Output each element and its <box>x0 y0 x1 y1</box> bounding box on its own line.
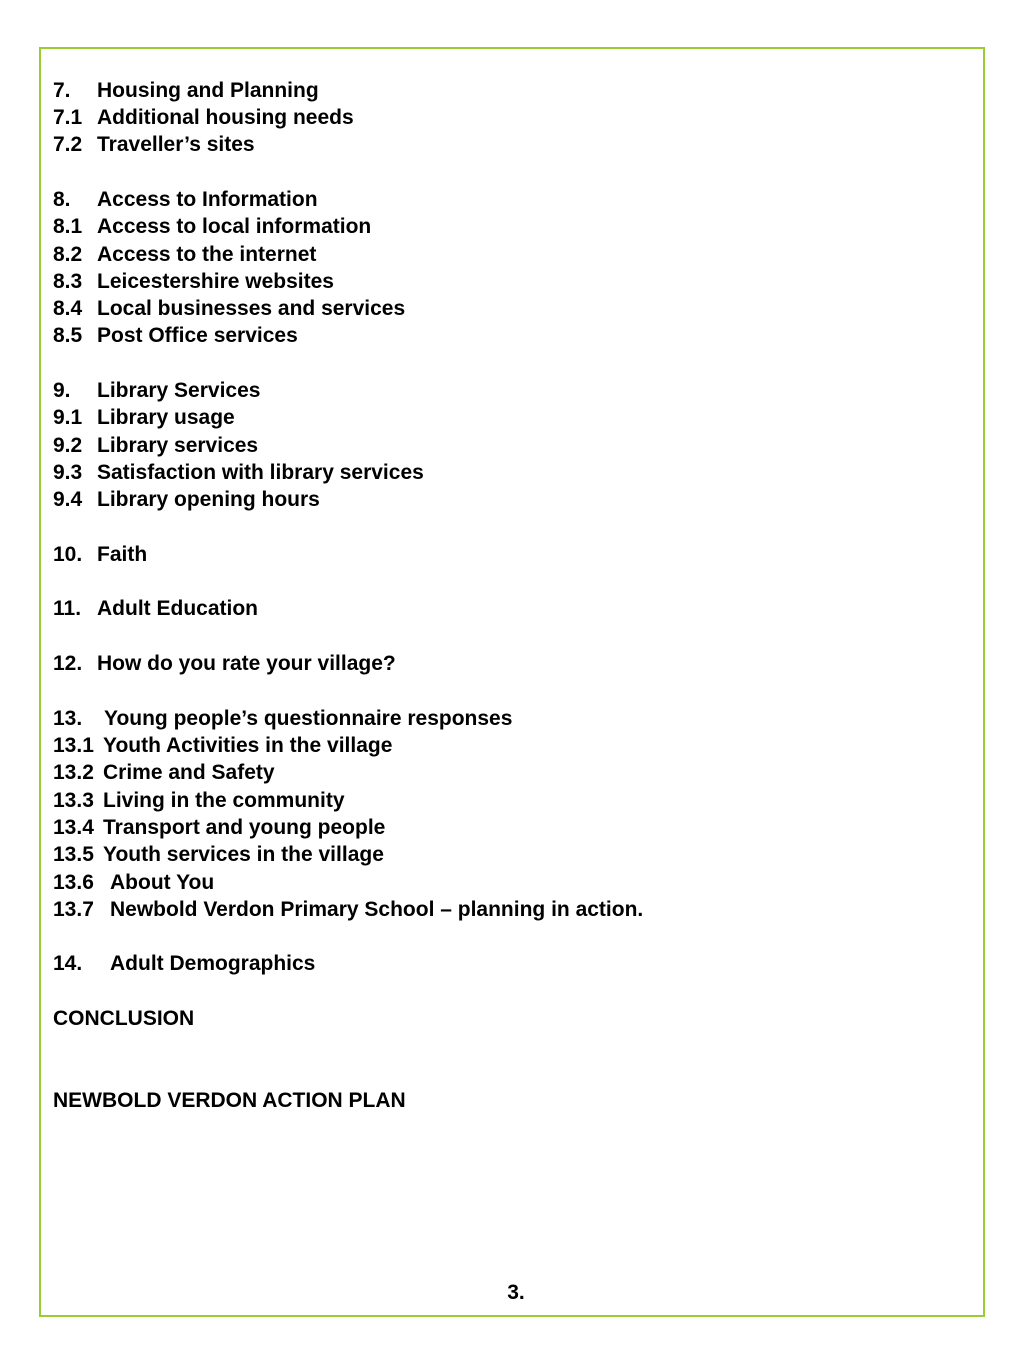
toc-title: Youth services in the village <box>103 843 384 866</box>
toc-title: Access to local information <box>97 215 372 238</box>
toc-number: 13.1 <box>53 734 94 757</box>
toc-title: Traveller’s sites <box>97 133 255 156</box>
toc-number: 8.2 <box>53 243 83 266</box>
toc-entry-8-1 <box>53 215 371 239</box>
toc-number: 9. <box>53 379 71 402</box>
toc-number: 9.4 <box>53 488 83 511</box>
toc-number: 8.1 <box>53 215 83 238</box>
toc-title: Youth Activities in the village <box>103 734 393 757</box>
toc-title: Post Office services <box>97 324 298 347</box>
toc-entry-13-3 <box>53 789 345 813</box>
toc-number: 8.5 <box>53 324 83 347</box>
toc-number: 13.5 <box>53 843 94 866</box>
toc-title: Access to Information <box>97 188 318 211</box>
toc-entry-8 <box>53 188 318 212</box>
toc-title: Library opening hours <box>97 488 320 511</box>
toc-entry-10 <box>53 543 147 567</box>
toc-entry-8-4 <box>53 297 405 321</box>
toc-entry-9-1 <box>53 406 235 430</box>
toc-title: Crime and Safety <box>103 761 275 784</box>
toc-entry-13-4 <box>53 816 385 840</box>
toc-entry-7-2 <box>53 133 255 157</box>
toc-entry-13-1 <box>53 734 392 758</box>
toc-entry-8-5 <box>53 324 298 348</box>
toc-entry-13-2 <box>53 761 275 785</box>
toc-number: 13.3 <box>53 789 94 812</box>
toc-entry-13-7 <box>53 898 643 922</box>
toc-entry-8-3 <box>53 270 334 294</box>
toc-entry-9-3 <box>53 461 424 485</box>
toc-title: Leicestershire websites <box>97 270 334 293</box>
toc-number: 7.1 <box>53 106 83 129</box>
conclusion-heading: CONCLUSION <box>53 1007 195 1030</box>
toc-title: About You <box>110 871 215 894</box>
toc-number: 8.4 <box>53 297 83 320</box>
toc-number: 7.2 <box>53 133 83 156</box>
toc-title: Library usage <box>97 406 235 429</box>
toc-title: Adult Education <box>97 597 258 620</box>
toc-number: 11. <box>53 597 82 620</box>
toc-title: Faith <box>97 543 148 566</box>
toc-number: 13.4 <box>53 816 94 839</box>
action-plan-heading: NEWBOLD VERDON ACTION PLAN <box>53 1089 406 1112</box>
toc-number: 13.2 <box>53 761 94 784</box>
toc-title: Living in the community <box>103 789 345 812</box>
toc-entry-12 <box>53 652 396 676</box>
toc-number: 8.3 <box>53 270 83 293</box>
toc-title: Housing and Planning <box>97 79 319 102</box>
toc-entry-7-1 <box>53 106 354 130</box>
toc-title: Young people’s questionnaire responses <box>104 707 513 730</box>
toc-number: 7. <box>53 79 71 102</box>
toc-number: 13.6 <box>53 871 94 894</box>
toc-title: How do you rate your village? <box>97 652 396 675</box>
toc-number: 13.7 <box>53 898 94 921</box>
toc-entry-13-6 <box>53 871 214 895</box>
toc-title: Local businesses and services <box>97 297 406 320</box>
toc-title: Satisfaction with library services <box>97 461 424 484</box>
toc-entry-8-2 <box>53 243 316 267</box>
toc-entry-9 <box>53 379 260 403</box>
toc-number: 9.2 <box>53 434 83 457</box>
toc-entry-7 <box>53 79 319 103</box>
toc-entry-9-4 <box>53 488 320 512</box>
toc-number: 9.3 <box>53 461 83 484</box>
toc-entry-13-5 <box>53 843 384 867</box>
page-number: 3. <box>507 1281 525 1304</box>
toc-title: Library services <box>97 434 259 457</box>
toc-title: Additional housing needs <box>97 106 354 129</box>
toc-title: Access to the internet <box>97 243 317 266</box>
toc-number: 10. <box>53 543 83 566</box>
toc-title: Newbold Verdon Primary School – planning in action. <box>110 898 644 921</box>
toc-entry-14 <box>53 952 315 976</box>
toc-title: Adult Demographics <box>110 952 316 975</box>
toc-number: 9.1 <box>53 406 83 429</box>
toc-number: 8. <box>53 188 71 211</box>
toc-number: 13. <box>53 707 83 730</box>
toc-number: 12. <box>53 652 83 675</box>
toc-title: Library Services <box>97 379 261 402</box>
toc-entry-13 <box>53 707 512 731</box>
toc-entry-11 <box>53 597 258 621</box>
toc-number: 14. <box>53 952 83 975</box>
toc-title: Transport and young people <box>103 816 386 839</box>
toc-entry-9-2 <box>53 434 258 458</box>
